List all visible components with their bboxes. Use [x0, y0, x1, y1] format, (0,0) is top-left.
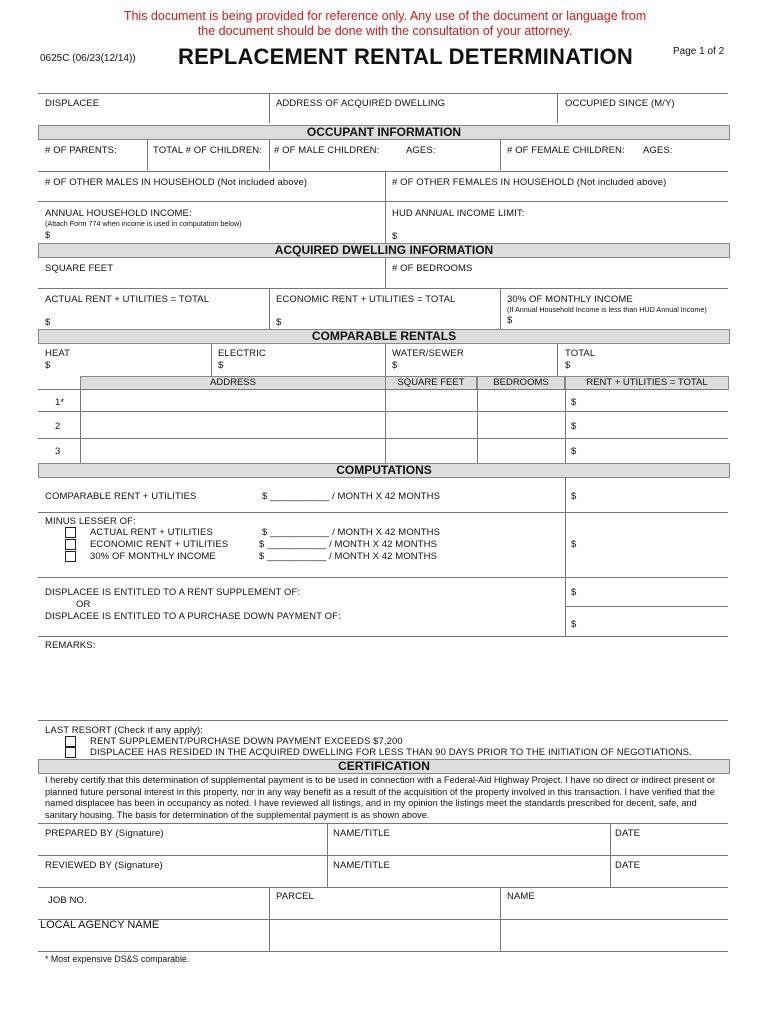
economic-rent-checkbox[interactable] [65, 539, 76, 550]
male-children-field[interactable]: # OF MALE CHILDREN: [274, 145, 380, 156]
col-rent-header: RENT + UTILITIES = TOTAL [565, 376, 729, 390]
economic-rent-field[interactable]: ECONOMIC RENT + UTILITIES = TOTAL [276, 294, 456, 305]
acquired-address-field[interactable]: ADDRESS OF ACQUIRED DWELLING [276, 98, 446, 109]
computations-section-header: COMPUTATIONS [38, 463, 730, 478]
bedrooms-field[interactable]: # OF BEDROOMS [392, 263, 473, 274]
comparable-row-3-label: 3 [55, 446, 61, 457]
last-resort-label: LAST RESORT (Check if any apply): [45, 725, 203, 736]
opt-thirty-percent-month-line[interactable]: $ ___________ / MONTH X 42 MONTHS [259, 551, 438, 562]
comparable-row-2-label: 2 [55, 421, 61, 432]
last-resort-exceeds-label: RENT SUPPLEMENT/PURCHASE DOWN PAYMENT EXCEEDS $7,200 [90, 736, 403, 747]
annual-income-dollar: $ [45, 230, 51, 241]
name-field[interactable]: NAME [507, 891, 535, 902]
total-dollar: $ [565, 360, 571, 371]
thirty-percent-checkbox[interactable] [65, 551, 76, 562]
reference-notice: This document is being provided for reference only. Any use of the document or language from the document should be done with the consultation of your attorney. [123, 9, 647, 38]
reviewed-by-field[interactable]: REVIEWED BY (Signature) [45, 860, 163, 871]
last-resort-exceeds-checkbox[interactable] [65, 736, 76, 747]
or-label: OR [76, 599, 91, 610]
entitled-purchase-amount[interactable]: $ [571, 619, 577, 630]
total-children-field[interactable]: TOTAL # OF CHILDREN: [153, 145, 262, 156]
square-feet-field[interactable]: SQUARE FEET [45, 263, 114, 274]
actual-rent-checkbox[interactable] [65, 527, 76, 538]
footnote: * Most expensive DS&S comparable. [45, 954, 190, 964]
displacee-field[interactable]: DISPLACEE [45, 98, 100, 109]
actual-rent-field[interactable]: ACTUAL RENT + UTILITIES = TOTAL [45, 294, 210, 305]
page-indicator: Page 1 of 2 [673, 46, 725, 57]
comparable-rent-total[interactable]: $ [571, 491, 577, 502]
comparable-rent-label: COMPARABLE RENT + UTILITIES [45, 491, 197, 502]
certification-section-header: CERTIFICATION [38, 759, 730, 774]
opt-actual-rent-label: ACTUAL RENT + UTILITIES [90, 527, 213, 538]
electric-dollar: $ [218, 360, 224, 371]
comparable-row-3-total[interactable]: $ [571, 446, 577, 457]
prepared-date-field[interactable]: DATE [615, 828, 641, 839]
heat-field[interactable]: HEAT [45, 348, 71, 359]
minus-lesser-total[interactable]: $ [571, 539, 577, 550]
comparable-row-2-total[interactable]: $ [571, 421, 577, 432]
parents-field[interactable]: # OF PARENTS: [45, 145, 117, 156]
col-sqft-header: SQUARE FEET [385, 376, 477, 390]
hud-limit-dollar: $ [392, 231, 398, 242]
form-number: 0625C (06/23(12/14)) [40, 53, 136, 64]
female-children-field[interactable]: # OF FEMALE CHILDREN: [507, 145, 625, 156]
other-females-field[interactable]: # OF OTHER FEMALES IN HOUSEHOLD (Not included above) [392, 177, 667, 188]
col-address-header: ADDRESS [80, 376, 386, 390]
male-ages-field[interactable]: AGES: [406, 145, 436, 156]
actual-rent-dollar: $ [45, 317, 51, 328]
thirty-percent-note: (If Annual Household Income is less than HUD Annual Income) [507, 305, 707, 314]
heat-dollar: $ [45, 360, 51, 371]
opt-thirty-percent-label: 30% OF MONTHLY INCOME [90, 551, 216, 562]
water-sewer-dollar: $ [392, 360, 398, 371]
occupant-section-header: OCCUPANT INFORMATION [38, 125, 730, 140]
prepared-by-field[interactable]: PREPARED BY (Signature) [45, 828, 164, 839]
economic-rent-dollar: $ [276, 317, 282, 328]
last-resort-90days-checkbox[interactable] [65, 747, 76, 758]
opt-actual-rent-month-line[interactable]: $ ___________ / MONTH X 42 MONTHS [262, 527, 441, 538]
water-sewer-field[interactable]: WATER/SEWER [392, 348, 464, 359]
female-ages-field[interactable]: AGES: [643, 145, 673, 156]
electric-field[interactable]: ELECTRIC [218, 348, 266, 359]
thirty-percent-dollar: $ [507, 315, 513, 326]
entitled-rent-amount[interactable]: $ [571, 587, 577, 598]
parcel-field[interactable]: PARCEL [276, 891, 314, 902]
annual-income-note-text: (Attach Form 774 when income is used in computation below) [45, 219, 242, 228]
acquired-section-header: ACQUIRED DWELLING INFORMATION [38, 243, 730, 258]
form-title: REPLACEMENT RENTAL DETERMINATION [178, 44, 633, 69]
local-agency-field[interactable]: LOCAL AGENCY NAME [40, 919, 160, 931]
certification-text: I hereby certify that this determination of supplemental payment is to be used in connection with a Federal-Aid Highway Project. I have no direct or indirect present or planned future personal interest in this property, nor in any way benefit as a result of the acquisition of the property involved in this transaction. I have verified that the named displacee has been in occupancy as noted. I have reviewed all listings, and in my opinion the listings meet the standards prescribed for decent, safe, and sanitary housing. The basis for determination of the supplemental payment is as shown above. [45, 775, 716, 820]
annual-income-field[interactable]: ANNUAL HOUSEHOLD INCOME: [45, 208, 192, 219]
other-males-field[interactable]: # OF OTHER MALES IN HOUSEHOLD (Not included above) [45, 177, 308, 188]
col-bedrooms-header: BEDROOMS [477, 376, 565, 390]
comparable-section-header: COMPARABLE RENTALS [38, 329, 730, 344]
entitled-purchase-label: DISPLACEE IS ENTITLED TO A PURCHASE DOWN PAYMENT OF: [45, 611, 341, 622]
entitled-rent-label: DISPLACEE IS ENTITLED TO A RENT SUPPLEMENT OF: [45, 587, 301, 598]
comparable-row-1-total[interactable]: $ [571, 397, 577, 408]
reviewed-name-title-field[interactable]: NAME/TITLE [333, 860, 390, 871]
hud-limit-field[interactable]: HUD ANNUAL INCOME LIMIT: [392, 208, 525, 219]
job-number-field[interactable]: JOB NO. [48, 895, 87, 906]
minus-lesser-label: MINUS LESSER OF: [45, 516, 136, 527]
reviewed-date-field[interactable]: DATE [615, 860, 641, 871]
thirty-percent-field[interactable]: 30% OF MONTHLY INCOME [507, 294, 633, 305]
opt-economic-rent-label: ECONOMIC RENT + UTILITIES [90, 539, 229, 550]
comparable-rent-month-line[interactable]: $ ___________ / MONTH X 42 MONTHS [262, 491, 441, 502]
opt-economic-rent-month-line[interactable]: $ ___________ / MONTH X 42 MONTHS [259, 539, 438, 550]
last-resort-90days-label: DISPLACEE HAS RESIDED IN THE ACQUIRED DWELLING FOR LESS THAN 90 DAYS PRIOR TO THE INITIATION OF NEGOTIATIONS. [90, 747, 692, 758]
prepared-name-title-field[interactable]: NAME/TITLE [333, 828, 390, 839]
comparable-row-1-label: 1* [55, 397, 65, 408]
remarks-field[interactable]: REMARKS: [45, 640, 96, 651]
total-field[interactable]: TOTAL [565, 348, 596, 359]
occupied-since-field[interactable]: OCCUPIED SINCE (M/Y) [565, 98, 675, 109]
